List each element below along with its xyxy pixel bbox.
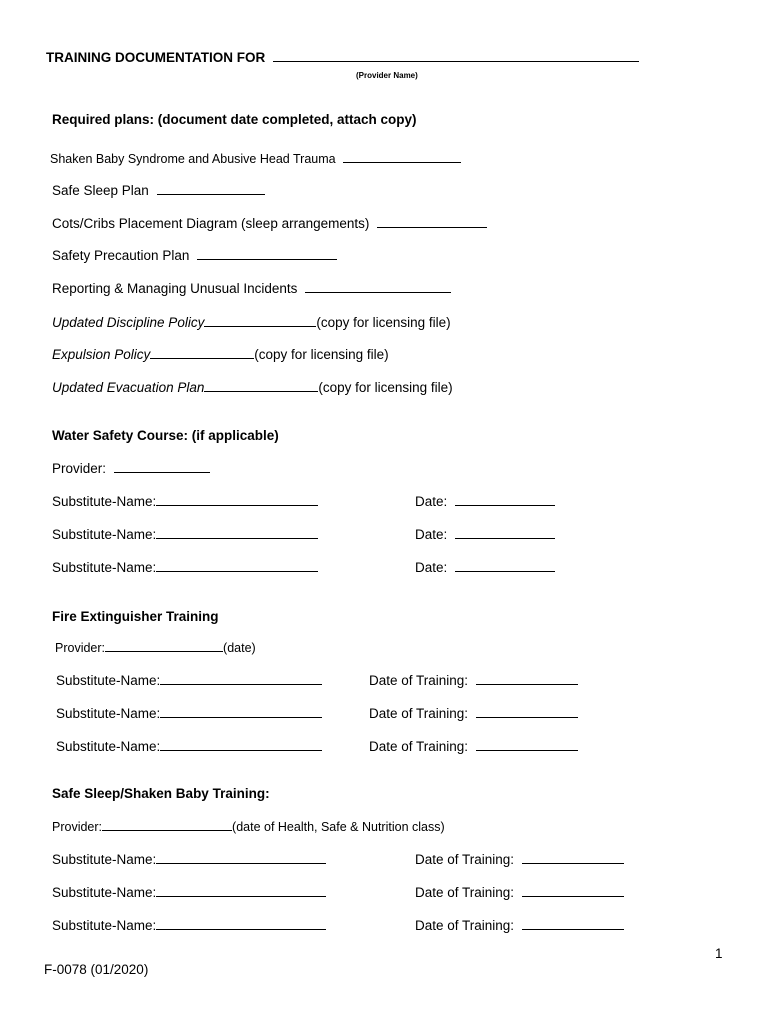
water-substitute-row-3 (52, 559, 318, 575)
fire-provider-row (55, 640, 256, 655)
sleep-substitute-name-field[interactable] (156, 884, 326, 897)
water-substitute-label: Substitute-Name: (52, 560, 157, 575)
safe-sleep-row (52, 182, 265, 198)
safe-sleep-date-field[interactable] (157, 182, 265, 195)
water-date-row-3 (415, 559, 555, 575)
sleep-substitute-name-field[interactable] (156, 917, 326, 930)
shaken-baby-row (50, 151, 461, 166)
water-substitute-row-2 (52, 526, 318, 542)
safety-precaution-label: Safety Precaution Plan (52, 248, 190, 263)
sleep-substitute-label: Substitute-Name: (52, 918, 157, 933)
sleep-date-row-3 (415, 917, 624, 933)
cots-cribs-row (52, 215, 487, 231)
water-safety-heading: Water Safety Course: (if applicable) (52, 428, 279, 443)
water-date-label: Date: (415, 527, 448, 542)
water-substitute-label: Substitute-Name: (52, 494, 157, 509)
fire-substitute-label: Substitute-Name: (56, 739, 161, 754)
water-date-field[interactable] (455, 559, 555, 572)
water-provider-label: Provider: (52, 461, 107, 476)
evacuation-row (52, 379, 453, 395)
shaken-baby-date-field[interactable] (343, 151, 461, 163)
sleep-substitute-name-field[interactable] (156, 851, 326, 864)
water-substitute-row-1 (52, 493, 318, 509)
water-substitute-name-field[interactable] (156, 526, 318, 539)
fire-date-row-1 (369, 672, 578, 688)
fire-date-row-2 (369, 705, 578, 721)
fire-substitute-name-field[interactable] (160, 738, 322, 751)
fire-substitute-name-field[interactable] (160, 672, 322, 685)
shaken-baby-label: Shaken Baby Syndrome and Abusive Head Trauma (50, 152, 336, 166)
water-date-label: Date: (415, 494, 448, 509)
fire-extinguisher-heading: Fire Extinguisher Training (52, 609, 219, 624)
form-title (46, 50, 639, 65)
sleep-substitute-row-2 (52, 884, 326, 900)
fire-date-note: (date) (223, 641, 256, 655)
fire-provider-field[interactable] (105, 640, 223, 652)
fire-substitute-row-1 (56, 672, 322, 688)
evacuation-date-field[interactable] (204, 379, 318, 392)
evacuation-copy-note: (copy for licensing file) (318, 380, 453, 395)
sleep-substitute-label: Substitute-Name: (52, 852, 157, 867)
sleep-provider-field[interactable] (102, 819, 232, 831)
expulsion-date-field[interactable] (150, 346, 254, 359)
sleep-date-label: Date of Training: (415, 918, 515, 933)
fire-substitute-row-2 (56, 705, 322, 721)
unusual-incidents-label: Reporting & Managing Unusual Incidents (52, 281, 298, 296)
sleep-provider-row (52, 819, 445, 834)
unusual-incidents-date-field[interactable] (305, 281, 451, 293)
expulsion-row (52, 346, 389, 362)
provider-name-caption: (Provider Name) (356, 71, 418, 80)
expulsion-label: Expulsion Policy (52, 347, 151, 362)
fire-date-label: Date of Training: (369, 673, 469, 688)
safety-precaution-row (52, 248, 337, 263)
required-plans-heading: Required plans: (document date completed, attach copy) (52, 112, 417, 127)
fire-date-field[interactable] (476, 705, 578, 718)
sleep-date-note: (date of Health, Safe & Nutrition class) (232, 820, 445, 834)
sleep-provider-label: Provider: (52, 820, 103, 834)
fire-substitute-label: Substitute-Name: (56, 673, 161, 688)
sleep-date-row-2 (415, 884, 624, 900)
form-code: F-0078 (01/2020) (44, 962, 149, 977)
sleep-date-field[interactable] (522, 917, 624, 930)
water-provider-row (52, 460, 210, 476)
sleep-substitute-row-1 (52, 851, 326, 867)
expulsion-copy-note: (copy for licensing file) (254, 347, 389, 362)
fire-substitute-row-3 (56, 738, 322, 754)
safe-sleep-label: Safe Sleep Plan (52, 183, 149, 198)
evacuation-label: Updated Evacuation Plan (52, 380, 205, 395)
fire-date-field[interactable] (476, 672, 578, 685)
water-date-label: Date: (415, 560, 448, 575)
sleep-date-field[interactable] (522, 851, 624, 864)
sleep-date-label: Date of Training: (415, 852, 515, 867)
page-number: 1 (715, 946, 723, 961)
unusual-incidents-row (52, 281, 451, 296)
safety-precaution-date-field[interactable] (197, 248, 337, 260)
sleep-date-field[interactable] (522, 884, 624, 897)
safe-sleep-training-heading: Safe Sleep/Shaken Baby Training: (52, 786, 270, 801)
fire-substitute-label: Substitute-Name: (56, 706, 161, 721)
discipline-row (52, 314, 451, 330)
water-date-field[interactable] (455, 526, 555, 539)
fire-date-label: Date of Training: (369, 739, 469, 754)
cots-cribs-date-field[interactable] (377, 215, 487, 228)
cots-cribs-label: Cots/Cribs Placement Diagram (sleep arrangements) (52, 216, 370, 231)
fire-date-row-3 (369, 738, 578, 754)
sleep-date-row-1 (415, 851, 624, 867)
fire-substitute-name-field[interactable] (160, 705, 322, 718)
sleep-substitute-label: Substitute-Name: (52, 885, 157, 900)
water-date-field[interactable] (455, 493, 555, 506)
title-text: TRAINING DOCUMENTATION FOR (46, 50, 266, 65)
water-substitute-name-field[interactable] (156, 559, 318, 572)
fire-provider-label: Provider: (55, 641, 106, 655)
water-date-row-2 (415, 526, 555, 542)
fire-date-label: Date of Training: (369, 706, 469, 721)
sleep-substitute-row-3 (52, 917, 326, 933)
water-date-row-1 (415, 493, 555, 509)
sleep-date-label: Date of Training: (415, 885, 515, 900)
water-substitute-name-field[interactable] (156, 493, 318, 506)
discipline-copy-note: (copy for licensing file) (316, 315, 451, 330)
discipline-label: Updated Discipline Policy (52, 315, 205, 330)
water-provider-field[interactable] (114, 460, 210, 473)
provider-name-field[interactable] (273, 51, 639, 62)
fire-date-field[interactable] (476, 738, 578, 751)
water-substitute-label: Substitute-Name: (52, 527, 157, 542)
discipline-date-field[interactable] (204, 314, 316, 327)
